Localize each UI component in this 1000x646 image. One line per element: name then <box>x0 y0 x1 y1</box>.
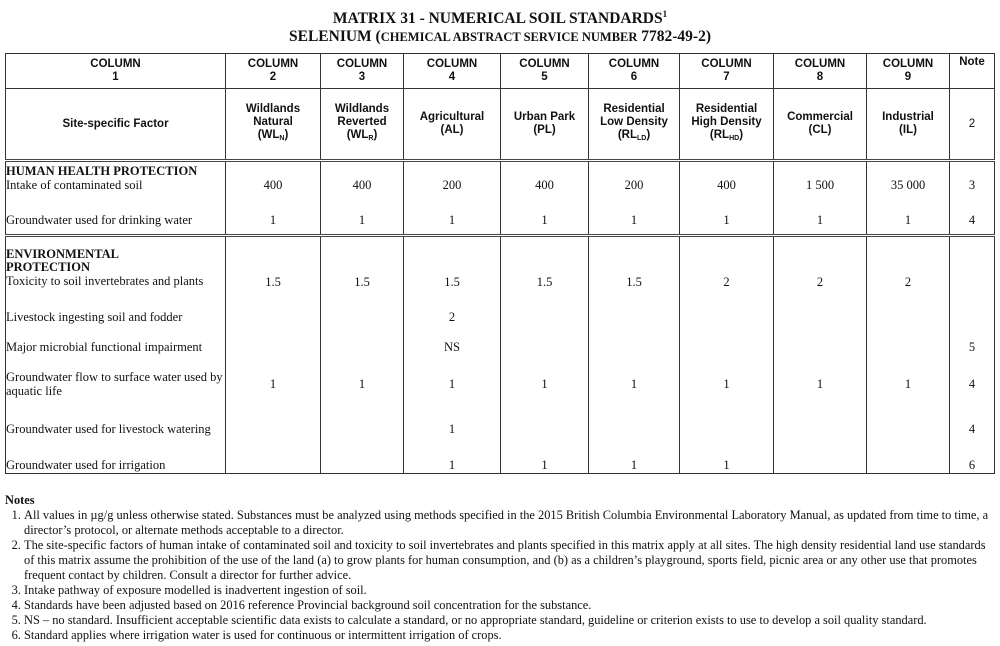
land-use-rlhd: Residential High Density $(RL_{HD})$ <box>680 89 774 161</box>
note-item: 3. Intake pathway of exposure modelled is inadvertent ingestion of soil. <box>24 583 995 598</box>
cell-al: 1 <box>404 192 501 236</box>
cell-rlhd: 1 <box>680 447 774 474</box>
land-use-pl: Urban Park (PL) <box>501 89 589 161</box>
notes-list <box>5 508 995 643</box>
row-factor: Major microbial functional impairment <box>6 327 226 357</box>
cell-pl: 1 <box>501 447 589 474</box>
cell-wlr <box>321 447 404 474</box>
cell-il <box>867 297 950 327</box>
cell-pl: 1 <box>501 357 589 402</box>
cell-note: 3 <box>950 161 995 193</box>
col-1-header: COLUMN 1 <box>6 54 226 89</box>
cell-il: 2 <box>867 236 950 298</box>
cell-wlr: 400 <box>321 161 404 193</box>
cell-al: NS <box>404 327 501 357</box>
cell-cl <box>774 297 867 327</box>
cell-il <box>867 327 950 357</box>
note-header: Note <box>950 54 995 89</box>
cell-note: 4 <box>950 357 995 402</box>
cell-al: 1 <box>404 402 501 447</box>
cell-rlld <box>589 327 680 357</box>
cell-pl: 1.5 <box>501 236 589 298</box>
cell-wlr: 1 <box>321 357 404 402</box>
table-row <box>6 297 995 327</box>
cell-rlhd: 1 <box>680 357 774 402</box>
land-use-il: Industrial (IL) <box>867 89 950 161</box>
cell-rlld: 1 <box>589 357 680 402</box>
cell-rlhd <box>680 402 774 447</box>
cell-al: 2 <box>404 297 501 327</box>
table-row <box>6 327 995 357</box>
cell-note: 6 <box>950 447 995 474</box>
row-factor: Groundwater used for livestock watering <box>6 402 226 447</box>
land-use-wlr: Wildlands Reverted $(WL_R)$ <box>321 89 404 161</box>
cell-wlr <box>321 327 404 357</box>
cell-al: 1 <box>404 357 501 402</box>
cell-rlhd <box>680 297 774 327</box>
table-row <box>6 357 995 402</box>
cell-rlld: 1.5 <box>589 236 680 298</box>
col-7-header: COLUMN 7 <box>680 54 774 89</box>
cell-il: 1 <box>867 192 950 236</box>
land-use-wln: Wildlands Natural $(WL_N)$ <box>226 89 321 161</box>
cell-wln: 400 <box>226 161 321 193</box>
cell-wln <box>226 402 321 447</box>
row-factor: Groundwater used for drinking water <box>6 192 226 236</box>
note-item: 5. NS – no standard. Insufficient acceptable scientific data exists to calculate a standard, or no appropriate standard, guideline or criterion exists to use to develop a soil quality standard. <box>24 613 995 628</box>
cell-rlhd <box>680 327 774 357</box>
cell-rlld: 200 <box>589 161 680 193</box>
table-row <box>6 236 995 298</box>
land-use-al: Agricultural (AL) <box>404 89 501 161</box>
cell-cl <box>774 447 867 474</box>
cell-wlr <box>321 402 404 447</box>
soil-standards-table <box>5 53 995 474</box>
col-5-header: COLUMN 5 <box>501 54 589 89</box>
land-use-rlld: Residential Low Density $(RL_{LD})$ <box>589 89 680 161</box>
note-item: 2. The site-specific factors of human intake of contaminated soil and toxicity to soil invertebrates and plants specified in this matrix apply at all sites. The high density residential land use standards of this matrix assume the prohibition of the use of the land (a) to grow plants for human consumption, and (b) as a children’s playground, sports field, picnic area or any other use that promotes frequent contact by children. Consult a director for further advice. <box>24 538 995 583</box>
cell-wln <box>226 327 321 357</box>
col-9-header: COLUMN 9 <box>867 54 950 89</box>
cell-wln: 1 <box>226 357 321 402</box>
cell-note: 4 <box>950 402 995 447</box>
cell-il <box>867 402 950 447</box>
col-3-header: COLUMN 3 <box>321 54 404 89</box>
cell-al: 1.5 <box>404 236 501 298</box>
row-factor: Livestock ingesting soil and fodder <box>6 297 226 327</box>
cell-wln: 1.5 <box>226 236 321 298</box>
title-line-2: SELENIUM (CHEMICAL ABSTRACT SERVICE NUMBER 7782-49-2) <box>288 28 712 45</box>
cell-rlld <box>589 402 680 447</box>
cell-pl <box>501 327 589 357</box>
note-item: 1. All values in µg/g unless otherwise stated. Substances must be analyzed using methods specified in the 2015 British Columbia Environmental Laboratory Manual, as updated from time to time, a director’s protocol, or alternate methods acceptable to a director. <box>24 508 995 538</box>
col-4-header: COLUMN 4 <box>404 54 501 89</box>
cell-wlr: 1 <box>321 192 404 236</box>
cell-il <box>867 447 950 474</box>
cell-pl <box>501 402 589 447</box>
note-item: 6. Standard applies where irrigation water is used for continuous or intermittent irrigation of crops. <box>24 628 995 643</box>
cell-rlhd: 400 <box>680 161 774 193</box>
cell-note <box>950 297 995 327</box>
land-use-cl: Commercial (CL) <box>774 89 867 161</box>
cell-wlr: 1.5 <box>321 236 404 298</box>
cell-pl <box>501 297 589 327</box>
cell-pl: 400 <box>501 161 589 193</box>
cell-wln <box>226 297 321 327</box>
cell-il: 1 <box>867 357 950 402</box>
table-row <box>6 447 995 474</box>
cell-al: 200 <box>404 161 501 193</box>
cell-wlr <box>321 297 404 327</box>
cell-cl: 2 <box>774 236 867 298</box>
row-factor: Groundwater flow to surface water used by aquatic life <box>6 357 226 402</box>
table-row <box>6 402 995 447</box>
cell-rlhd: 2 <box>680 236 774 298</box>
note-item: 4. Standards have been adjusted based on 2016 reference Provincial background soil concentration for the substance. <box>24 598 995 613</box>
cell-rlhd: 1 <box>680 192 774 236</box>
notes-section <box>5 493 995 643</box>
cell-note: 4 <box>950 192 995 236</box>
cell-rlld: 1 <box>589 447 680 474</box>
cell-note <box>950 236 995 298</box>
cell-cl: 1 <box>774 192 867 236</box>
cell-al: 1 <box>404 447 501 474</box>
document-title <box>0 0 1000 46</box>
land-use-row <box>6 89 995 161</box>
cell-cl <box>774 327 867 357</box>
cell-wln <box>226 447 321 474</box>
cell-rlld <box>589 297 680 327</box>
site-factor-label: Site-specific Factor <box>6 89 226 161</box>
cell-cl <box>774 402 867 447</box>
cell-cl: 1 <box>774 357 867 402</box>
table-row <box>6 161 995 193</box>
cell-note: 5 <box>950 327 995 357</box>
col-2-header: COLUMN 2 <box>226 54 321 89</box>
row-factor: ENVIRONMENTAL PROTECTION Toxicity to soil invertebrates and plants <box>6 236 226 298</box>
column-number-row <box>6 54 995 89</box>
cell-il: 35 000 <box>867 161 950 193</box>
row-factor: HUMAN HEALTH PROTECTION Intake of contaminated soil <box>6 161 226 193</box>
row-factor: Groundwater used for irrigation <box>6 447 226 474</box>
cell-wln: 1 <box>226 192 321 236</box>
note-ref: 2 <box>950 89 995 161</box>
title-line-1: MATRIX 31 - NUMERICAL SOIL STANDARDS$^1$ <box>332 9 668 27</box>
cell-cl: 1 500 <box>774 161 867 193</box>
cell-pl: 1 <box>501 192 589 236</box>
notes-heading: Notes <box>5 493 35 507</box>
col-8-header: COLUMN 8 <box>774 54 867 89</box>
cell-rlld: 1 <box>589 192 680 236</box>
col-6-header: COLUMN 6 <box>589 54 680 89</box>
table-row <box>6 192 995 236</box>
